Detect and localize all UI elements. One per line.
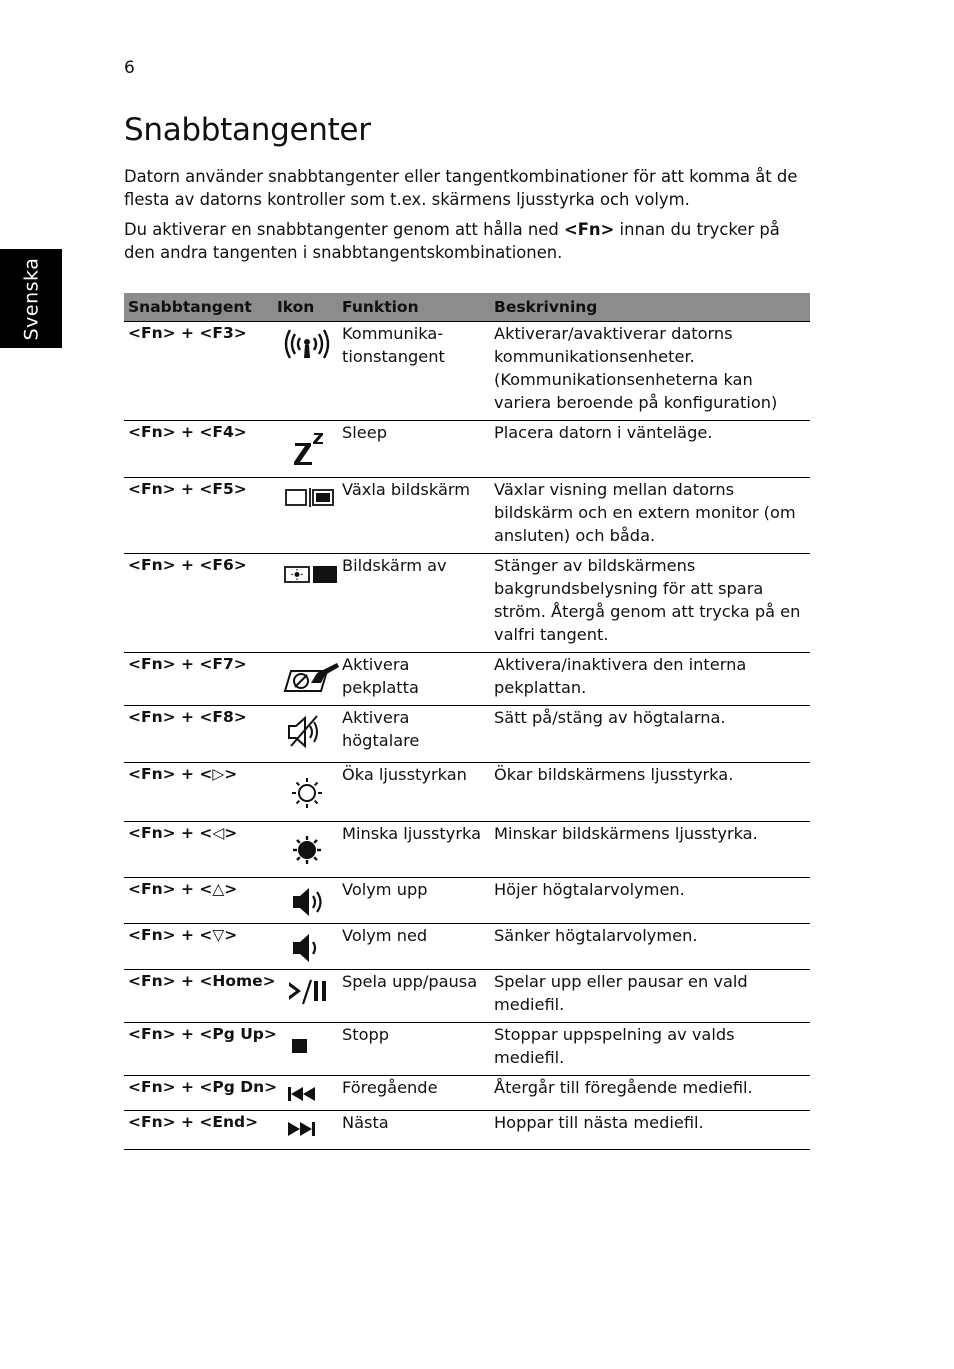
- display-switch-icon: [283, 484, 339, 514]
- icon-cell: [273, 924, 338, 970]
- function-cell: Stopp: [338, 1023, 490, 1076]
- hotkeys-table: [124, 293, 810, 1150]
- volume-down-icon: [283, 930, 331, 968]
- icon-cell: [273, 478, 338, 554]
- header-description: Beskrivning: [490, 293, 810, 322]
- touchpad-icon: [283, 659, 341, 695]
- table-row: [124, 924, 810, 970]
- side-tab-label: Svenska: [20, 257, 42, 340]
- brightness-up-icon: [283, 769, 331, 813]
- intro-paragraph-1: Datorn använder snabbtangenter eller tangentkombinationer för att komma åt de flesta av datorns kontroller som t.ex. skärmens ljusstyrka och volym.: [124, 167, 798, 209]
- hotkey-cell: <Fn> + <F4>: [124, 421, 273, 478]
- icon-cell: [273, 1111, 338, 1150]
- hotkey-cell: <Fn> + <Pg Dn>: [124, 1076, 273, 1111]
- fn-key-label: <Fn>: [563, 220, 615, 239]
- function-cell: Volym upp: [338, 878, 490, 924]
- function-cell: Föregående: [338, 1076, 490, 1111]
- table-row: [124, 1111, 810, 1150]
- function-cell: Aktivera högtalare: [338, 706, 490, 763]
- icon-cell: [273, 1076, 338, 1111]
- hotkey-cell: <Fn> + <△>: [124, 878, 273, 924]
- hotkey-cell: <Fn> + <F7>: [124, 653, 273, 706]
- table-row: [124, 653, 810, 706]
- hotkey-cell: <Fn> + <F6>: [124, 554, 273, 653]
- table-row: [124, 878, 810, 924]
- icon-cell: [273, 706, 338, 763]
- table-row: [124, 322, 810, 421]
- function-cell: Öka ljusstyrkan: [338, 763, 490, 822]
- brightness-down-icon: [283, 828, 331, 868]
- icon-cell: [273, 322, 338, 421]
- intro-text-after: innan du trycker på den andra tangenten i snabbtangentskombinationen.: [124, 220, 780, 262]
- description-cell: Aktiverar/avaktiverar datorns kommunikationsenheter. (Kommunikationsenheterna kan variera beroende på konfiguration): [490, 322, 810, 421]
- hotkey-cell: <Fn> + <Home>: [124, 970, 273, 1023]
- icon-cell: [273, 878, 338, 924]
- icon-cell: [273, 554, 338, 653]
- description-cell: Ökar bildskärmens ljusstyrka.: [490, 763, 810, 822]
- hotkey-cell: <Fn> + <End>: [124, 1111, 273, 1150]
- function-cell: Volym ned: [338, 924, 490, 970]
- header-icon: Ikon: [273, 293, 338, 322]
- hotkey-cell: <Fn> + <F5>: [124, 478, 273, 554]
- table-header-row: [124, 293, 810, 322]
- table-row: [124, 421, 810, 478]
- description-cell: Växlar visning mellan datorns bildskärm och en extern monitor (om ansluten) och båda.: [490, 478, 810, 554]
- function-cell: Aktivera pekplatta: [338, 653, 490, 706]
- description-cell: Placera datorn i vänteläge.: [490, 421, 810, 478]
- table-row: [124, 706, 810, 763]
- stop-icon: [283, 1029, 331, 1061]
- hotkey-cell: <Fn> + <◁>: [124, 822, 273, 878]
- description-cell: Höjer högtalarvolymen.: [490, 878, 810, 924]
- function-cell: Bildskärm av: [338, 554, 490, 653]
- icon-cell: [273, 970, 338, 1023]
- header-function: Funktion: [338, 293, 490, 322]
- table-row: [124, 1023, 810, 1076]
- next-icon: [283, 1117, 331, 1143]
- hotkey-cell: <Fn> + <F8>: [124, 706, 273, 763]
- table-row: [124, 478, 810, 554]
- function-cell: Minska ljusstyrka: [338, 822, 490, 878]
- description-cell: Spelar upp eller pausar en vald mediefil.: [490, 970, 810, 1023]
- description-cell: Sänker högtalarvolymen.: [490, 924, 810, 970]
- function-cell: Spela upp/pausa: [338, 970, 490, 1023]
- page-number: 6: [124, 58, 135, 78]
- volume-up-icon: [283, 884, 331, 922]
- function-cell: Sleep: [338, 421, 490, 478]
- intro-text-before: Du aktiverar en snabbtangenter genom att hålla ned: [124, 220, 564, 239]
- previous-icon: [283, 1082, 331, 1108]
- icon-cell: [273, 653, 338, 706]
- description-cell: Sätt på/stäng av högtalarna.: [490, 706, 810, 763]
- hotkey-cell: <Fn> + <▷>: [124, 763, 273, 822]
- table-row: [124, 970, 810, 1023]
- description-cell: Aktivera/inaktivera den interna pekplattan.: [490, 653, 810, 706]
- icon-cell: [273, 1023, 338, 1076]
- description-cell: Hoppar till nästa mediefil.: [490, 1111, 810, 1150]
- table-row: [124, 554, 810, 653]
- function-cell: Växla bildskärm: [338, 478, 490, 554]
- function-cell: Kommunika-tionstangent: [338, 322, 490, 421]
- table-row: [124, 822, 810, 878]
- hotkey-cell: <Fn> + <▽>: [124, 924, 273, 970]
- play-pause-icon: [283, 976, 335, 1008]
- description-cell: Återgår till föregående mediefil.: [490, 1076, 810, 1111]
- table-row: [124, 1076, 810, 1111]
- description-cell: Stänger av bildskärmens bakgrundsbelysning för att spara ström. Återgå genom att trycka på en valfri tangent.: [490, 554, 810, 653]
- hotkey-cell: <Fn> + <Pg Up>: [124, 1023, 273, 1076]
- intro-paragraph-2: [124, 218, 814, 264]
- wireless-icon: [283, 328, 331, 364]
- icon-cell: [273, 763, 338, 822]
- page-title: Snabbtangenter: [124, 112, 371, 148]
- icon-cell: [273, 822, 338, 878]
- function-cell: Nästa: [338, 1111, 490, 1150]
- language-side-tab: [0, 249, 62, 348]
- description-cell: Stoppar uppspelning av valds mediefil.: [490, 1023, 810, 1076]
- speaker-mute-icon: [283, 712, 331, 752]
- display-off-icon: [283, 560, 341, 590]
- sleep-icon: [283, 427, 331, 467]
- icon-cell: [273, 421, 338, 478]
- description-cell: Minskar bildskärmens ljusstyrka.: [490, 822, 810, 878]
- table-row: [124, 763, 810, 822]
- header-hotkey: Snabbtangent: [124, 293, 273, 322]
- hotkey-cell: <Fn> + <F3>: [124, 322, 273, 421]
